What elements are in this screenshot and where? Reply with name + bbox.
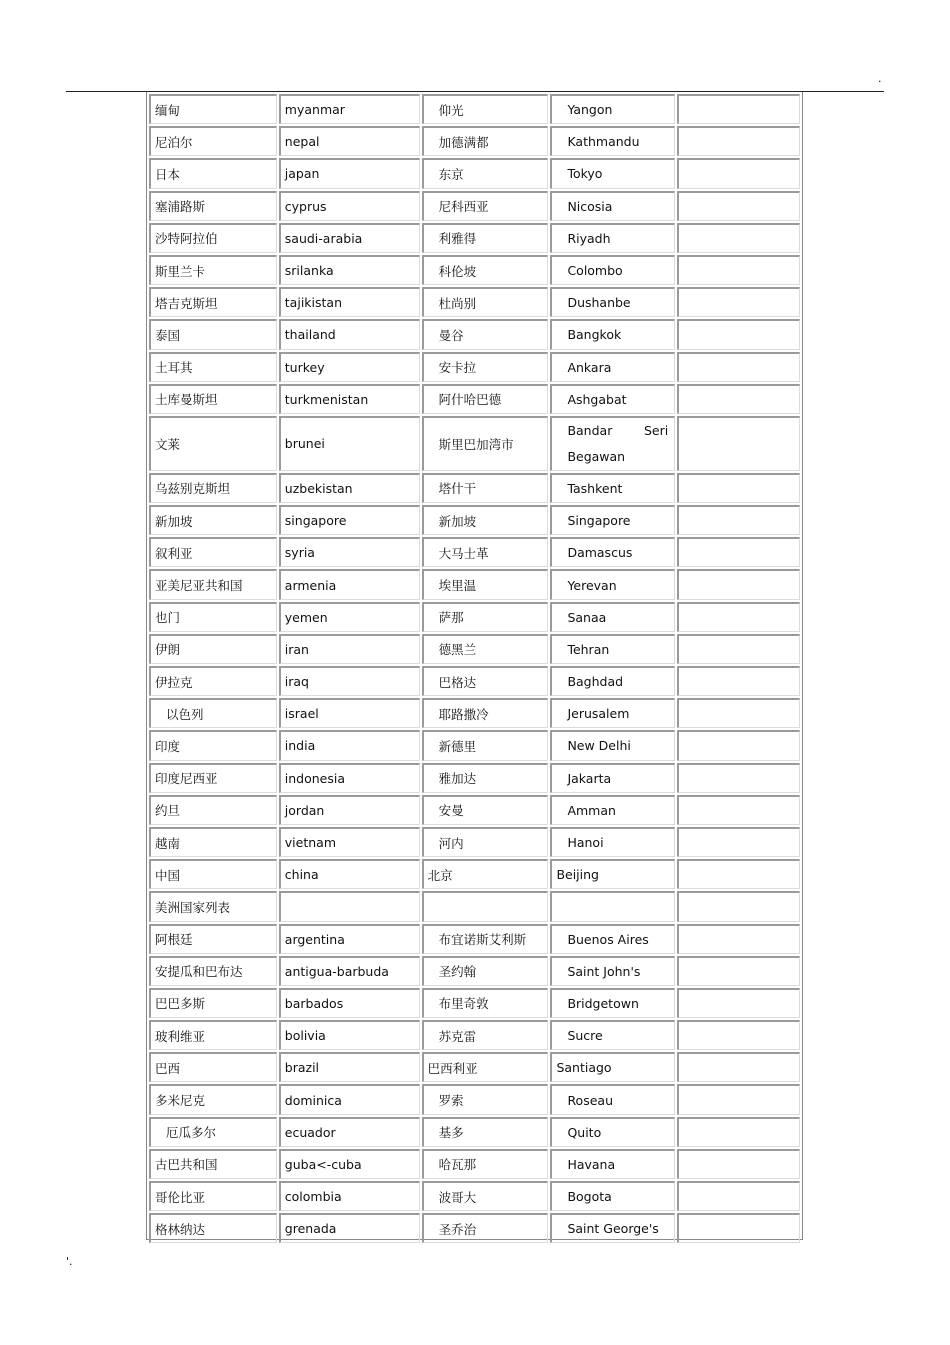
cell-chinese-name: 印度 [149,730,277,760]
cell-english-name: brunei [279,416,420,471]
cell-english-capital: Damascus [550,537,675,567]
cell-english-capital: Jerusalem [550,698,675,728]
cell-chinese-name: 也门 [149,602,277,632]
cell-chinese-capital: 东京 [422,158,549,188]
capital-part-3: Begawan [567,448,626,464]
cell-chinese-name: 美洲国家列表 [149,891,277,921]
cell-chinese-name: 新加坡 [149,505,277,535]
table-row [149,158,800,188]
table-row [149,1149,800,1179]
cell-english-capital: Hanoi [550,827,675,857]
table-row [149,763,800,793]
cell-english-name: barbados [279,988,420,1018]
cell-english-capital: Ashgabat [550,384,675,414]
cell-note [677,1213,800,1243]
cell-english-capital: Dushanbe [550,287,675,317]
cell-note [677,634,800,664]
table-row [149,384,800,414]
cell-chinese-name: 伊拉克 [149,666,277,696]
cell-note [677,859,800,889]
cell-chinese-name: 斯里兰卡 [149,255,277,285]
cell-chinese-name: 叙利亚 [149,537,277,567]
cell-english-name: argentina [279,924,420,954]
cell-chinese-capital: 巴西利亚 [422,1052,549,1082]
table-row [149,891,800,921]
cell-english-capital: Quito [550,1117,675,1147]
cell-note [677,158,800,188]
cell-english-name: nepal [279,126,420,156]
cell-note [677,191,800,221]
cell-english-name: china [279,859,420,889]
cell-english-name: thailand [279,319,420,349]
cell-chinese-name: 厄瓜多尔 [149,1117,277,1147]
table-row [149,255,800,285]
cell-english-capital: Bangkok [550,319,675,349]
cell-english-name: guba<-cuba [279,1149,420,1179]
cell-english-capital: Tokyo [550,158,675,188]
table-row [149,956,800,986]
table-row [149,988,800,1018]
cell-note [677,1181,800,1211]
cell-chinese-name: 印度尼西亚 [149,763,277,793]
cell-chinese-capital: 阿什哈巴德 [422,384,549,414]
cell-note [677,827,800,857]
cell-english-capital: Havana [550,1149,675,1179]
cell-chinese-capital: 曼谷 [422,319,549,349]
table-row [149,795,800,825]
cell-chinese-capital: 利雅得 [422,223,549,253]
cell-english-name: india [279,730,420,760]
cell-english-name: antigua-barbuda [279,956,420,986]
table-row [149,126,800,156]
cell-note [677,569,800,599]
cell-chinese-capital: 加德满都 [422,126,549,156]
cell-chinese-name: 中国 [149,859,277,889]
cell-english-capital: Saint John's [550,956,675,986]
cell-english-name: myanmar [279,94,420,124]
cell-note [677,416,800,471]
capital-part-2: Seri [643,422,669,438]
cell-note [677,763,800,793]
cell-note [677,698,800,728]
cell-chinese-name: 玻利维亚 [149,1020,277,1050]
cell-chinese-name: 安提瓜和巴布达 [149,956,277,986]
cell-chinese-name: 哥伦比亚 [149,1181,277,1211]
cell-english-capital: Sanaa [550,602,675,632]
cell-english-capital: Colombo [550,255,675,285]
cell-chinese-capital [422,891,549,921]
cell-chinese-capital: 新加坡 [422,505,549,535]
cell-english-name: dominica [279,1084,420,1114]
cell-chinese-capital: 科伦坡 [422,255,549,285]
table-row [149,859,800,889]
cell-chinese-name: 巴巴多斯 [149,988,277,1018]
cell-english-name: ecuador [279,1117,420,1147]
table-row [149,602,800,632]
cell-note [677,126,800,156]
table-row [149,827,800,857]
cell-chinese-capital: 河内 [422,827,549,857]
cell-chinese-name: 缅甸 [149,94,277,124]
cell-chinese-name: 土库曼斯坦 [149,384,277,414]
cell-chinese-capital: 布宜诺斯艾利斯 [422,924,549,954]
cell-chinese-name: 乌兹别克斯坦 [149,473,277,503]
cell-english-name: iraq [279,666,420,696]
cell-chinese-capital: 安曼 [422,795,549,825]
cell-english-name: brazil [279,1052,420,1082]
cell-chinese-name: 巴西 [149,1052,277,1082]
cell-note [677,352,800,382]
page-mark-bottom: '. [66,1255,73,1268]
table-body [149,94,800,1243]
cell-english-capital: Ankara [550,352,675,382]
cell-chinese-capital: 德黑兰 [422,634,549,664]
cell-english-capital: Buenos Aires [550,924,675,954]
cell-english-name: grenada [279,1213,420,1243]
cell-chinese-name: 阿根廷 [149,924,277,954]
cell-english-name [279,891,420,921]
cell-english-capital: Singapore [550,505,675,535]
cell-english-name: singapore [279,505,420,535]
cell-chinese-capital: 新德里 [422,730,549,760]
cell-chinese-name: 沙特阿拉伯 [149,223,277,253]
table-row [149,1052,800,1082]
cell-english-capital: Kathmandu [550,126,675,156]
table-row [149,698,800,728]
cell-note [677,1052,800,1082]
cell-chinese-name: 亚美尼亚共和国 [149,569,277,599]
table-row [149,569,800,599]
cell-english-capital: Yangon [550,94,675,124]
cell-note [677,924,800,954]
table-row [149,924,800,954]
cell-note [677,1149,800,1179]
cell-english-capital: Beijing [550,859,675,889]
cell-chinese-capital: 埃里温 [422,569,549,599]
table-row [149,416,800,471]
cell-note [677,94,800,124]
cell-chinese-capital: 仰光 [422,94,549,124]
table-row [149,94,800,124]
cell-english-capital [550,891,675,921]
cell-note [677,473,800,503]
cell-english-capital: Sucre [550,1020,675,1050]
cell-note [677,319,800,349]
cell-english-name: turkey [279,352,420,382]
cell-english-name: japan [279,158,420,188]
capital-part-1: Bandar [567,422,613,438]
cell-english-name: iran [279,634,420,664]
cell-english-capital: Saint George's [550,1213,675,1243]
table-row [149,287,800,317]
cell-chinese-name: 土耳其 [149,352,277,382]
table-row [149,1020,800,1050]
cell-chinese-capital: 波哥大 [422,1181,549,1211]
cell-chinese-name: 日本 [149,158,277,188]
cell-english-name: turkmenistan [279,384,420,414]
table-row [149,666,800,696]
cell-english-name: cyprus [279,191,420,221]
cell-note [677,666,800,696]
cell-english-capital: Nicosia [550,191,675,221]
cell-english-name: yemen [279,602,420,632]
cell-note [677,223,800,253]
cell-note [677,730,800,760]
cell-chinese-capital: 大马士革 [422,537,549,567]
cell-english-capital: Baghdad [550,666,675,696]
cell-chinese-name: 多米尼克 [149,1084,277,1114]
cell-english-capital: Bogota [550,1181,675,1211]
page-mark-top: . [878,72,882,85]
cell-english-capital: Tehran [550,634,675,664]
cell-chinese-name: 泰国 [149,319,277,349]
cell-english-name: indonesia [279,763,420,793]
cell-english-capital: Jakarta [550,763,675,793]
cell-english-capital: New Delhi [550,730,675,760]
cell-chinese-capital: 布里奇敦 [422,988,549,1018]
cell-english-capital: Amman [550,795,675,825]
cell-chinese-capital: 北京 [422,859,549,889]
table-row [149,1084,800,1114]
cell-chinese-name: 古巴共和国 [149,1149,277,1179]
cell-chinese-capital: 巴格达 [422,666,549,696]
cell-note [677,1020,800,1050]
table-row [149,537,800,567]
cell-english-capital: Santiago [550,1052,675,1082]
cell-chinese-capital: 哈瓦那 [422,1149,549,1179]
cell-note [677,602,800,632]
cell-chinese-capital: 斯里巴加湾市 [422,416,549,471]
cell-english-capital: Yerevan [550,569,675,599]
table-row [149,473,800,503]
cell-english-name: israel [279,698,420,728]
table-row [149,730,800,760]
table-row [149,319,800,349]
cell-chinese-capital: 雅加达 [422,763,549,793]
cell-note [677,537,800,567]
cell-chinese-capital: 塔什干 [422,473,549,503]
cell-chinese-capital: 安卡拉 [422,352,549,382]
cell-chinese-capital: 基多 [422,1117,549,1147]
cell-chinese-capital: 萨那 [422,602,549,632]
table-row [149,1117,800,1147]
table-row [149,1213,800,1243]
cell-chinese-capital: 苏克雷 [422,1020,549,1050]
cell-chinese-capital: 耶路撒冷 [422,698,549,728]
cell-note [677,1117,800,1147]
cell-chinese-name: 塔吉克斯坦 [149,287,277,317]
cell-english-name: uzbekistan [279,473,420,503]
cell-note [677,255,800,285]
cell-english-name: bolivia [279,1020,420,1050]
cell-chinese-capital: 杜尚别 [422,287,549,317]
cell-note [677,505,800,535]
table-row [149,223,800,253]
cell-english-capital: Riyadh [550,223,675,253]
cell-english-name: srilanka [279,255,420,285]
cell-chinese-capital: 罗索 [422,1084,549,1114]
cell-note [677,287,800,317]
cell-note [677,891,800,921]
cell-note [677,956,800,986]
cell-note [677,795,800,825]
cell-english-name: tajikistan [279,287,420,317]
table-row [149,191,800,221]
cell-english-capital [550,416,675,471]
cell-note [677,384,800,414]
cell-chinese-name: 格林纳达 [149,1213,277,1243]
table-row [149,352,800,382]
cell-chinese-capital: 圣约翰 [422,956,549,986]
table-row [149,1181,800,1211]
cell-note [677,988,800,1018]
table-row [149,634,800,664]
cell-english-name: jordan [279,795,420,825]
cell-note [677,1084,800,1114]
cell-chinese-name: 越南 [149,827,277,857]
cell-english-capital: Roseau [550,1084,675,1114]
country-capital-table [146,92,803,1240]
cell-chinese-name: 塞浦路斯 [149,191,277,221]
cell-chinese-name: 文莱 [149,416,277,471]
cell-chinese-name: 尼泊尔 [149,126,277,156]
cell-chinese-name: 约旦 [149,795,277,825]
table-row [149,505,800,535]
cell-english-name: vietnam [279,827,420,857]
cell-chinese-capital: 尼科西亚 [422,191,549,221]
cell-english-name: syria [279,537,420,567]
cell-chinese-name: 伊朗 [149,634,277,664]
cell-english-capital: Tashkent [550,473,675,503]
cell-english-name: saudi-arabia [279,223,420,253]
cell-english-name: colombia [279,1181,420,1211]
cell-chinese-capital: 圣乔治 [422,1213,549,1243]
cell-chinese-name: 以色列 [149,698,277,728]
cell-english-capital: Bridgetown [550,988,675,1018]
cell-english-name: armenia [279,569,420,599]
